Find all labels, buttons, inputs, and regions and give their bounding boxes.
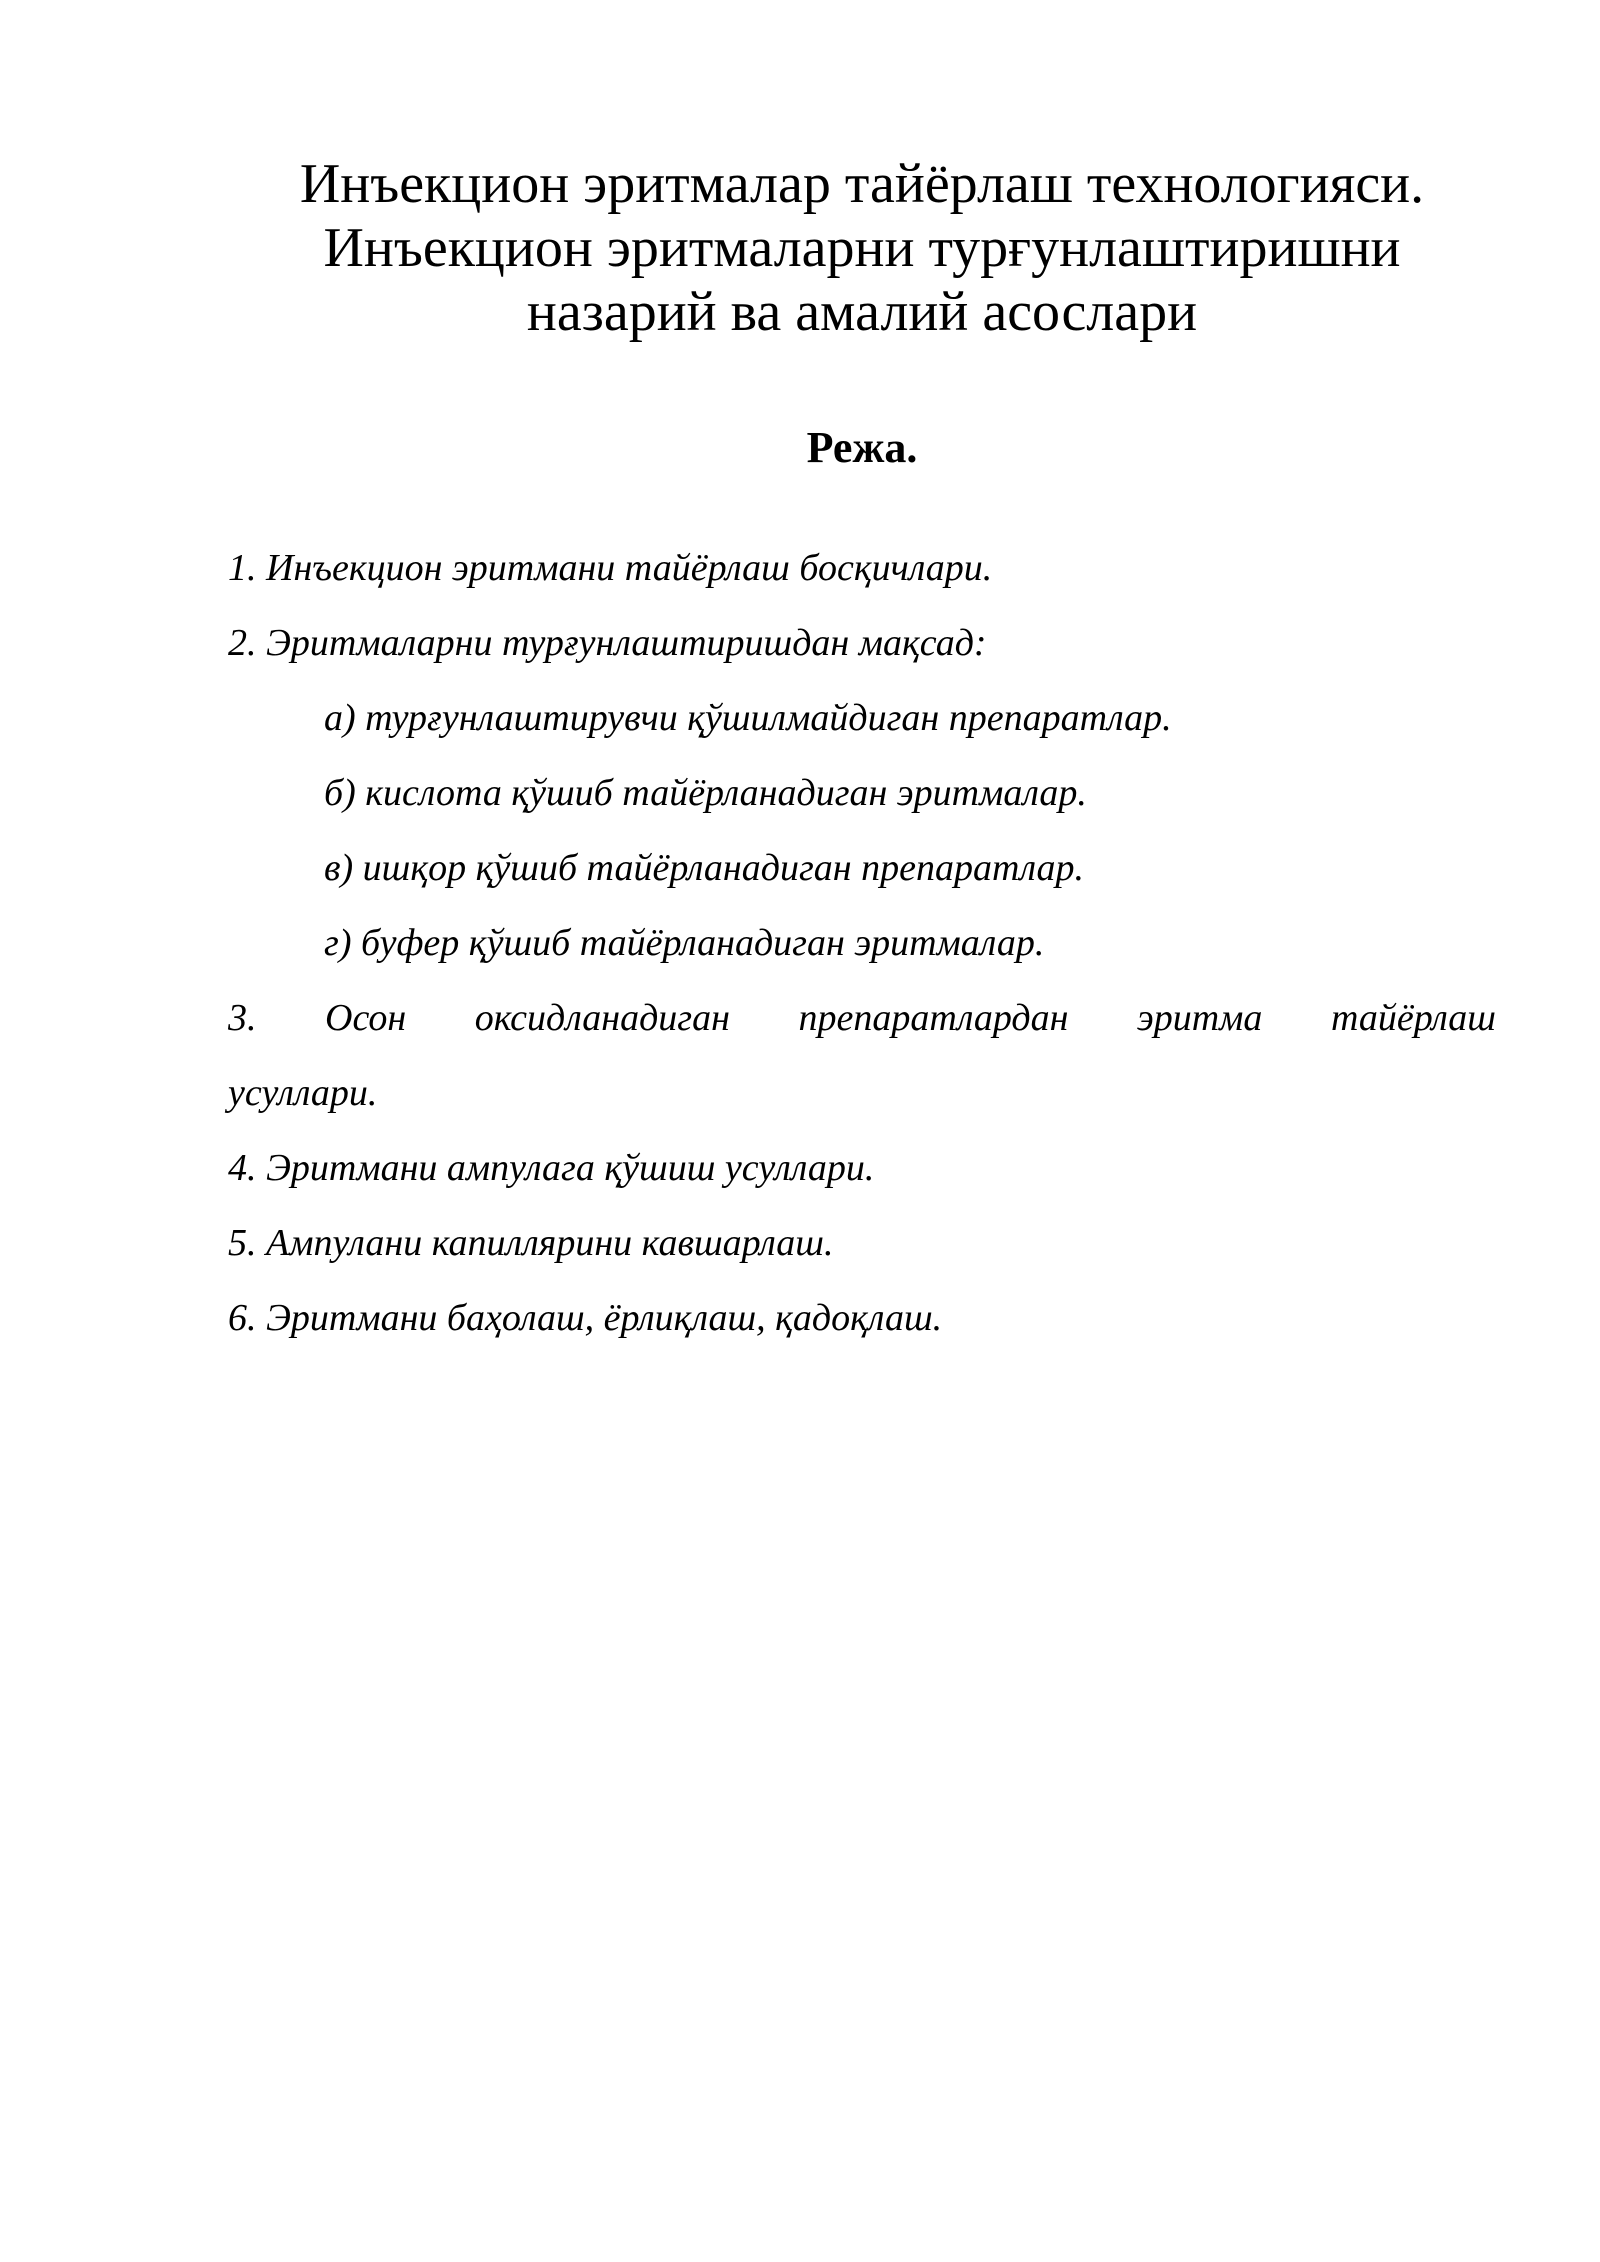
- plan-list: [228, 538, 1496, 1363]
- title-line-2: Инъекцион эритмаларни турғунлаштиришни: [323, 217, 1401, 279]
- plan-item-3-continuation: усуллари.: [228, 1072, 378, 1114]
- plan-item-6: 6. Эритмани баҳолаш, ёрлиқлаш, қадоқлаш.: [228, 1297, 943, 1339]
- plan-item-3-word: оксидланадиган: [474, 997, 730, 1039]
- plan-item-3: [228, 988, 1496, 1063]
- plan-subitem-v: в) ишқор қўшиб тайёрланадиган препаратлар.: [324, 847, 1084, 889]
- plan-heading: Режа.: [806, 423, 918, 472]
- plan-subitem-g: г) буфер қўшиб тайёрланадиган эритмалар.: [324, 922, 1045, 964]
- plan-subitem-a: а) турғунлаштирувчи қўшилмайдиган препаратлар.: [324, 697, 1172, 739]
- plan-item-2: 2. Эритмаларни турғунлаштиришдан мақсад:: [228, 622, 987, 664]
- plan-item-3-word: препаратлардан: [798, 997, 1069, 1039]
- plan-item-3-word: эритма: [1136, 997, 1263, 1039]
- plan-subitem-b: б) кислота қўшиб тайёрланадиган эритмалар.: [324, 772, 1087, 814]
- plan-item-3-word: 3.: [228, 997, 257, 1039]
- plan-item-4: 4. Эритмани ампулага қўшиш усуллари.: [228, 1147, 875, 1189]
- title-line-1: Инъекцион эритмалар тайёрлаш технологияси.: [299, 153, 1425, 215]
- plan-item-3-word: тайёрлаш: [1330, 997, 1496, 1039]
- page-title: [228, 152, 1496, 344]
- plan-item-5: 5. Ампулани капиллярини кавшарлаш.: [228, 1222, 834, 1264]
- title-line-3: назарий ва амалий асослари: [526, 281, 1198, 343]
- plan-item-1: 1. Инъекцион эритмани тайёрлаш босқичлари.: [228, 547, 993, 589]
- plan-item-3-word: Осон: [325, 997, 407, 1039]
